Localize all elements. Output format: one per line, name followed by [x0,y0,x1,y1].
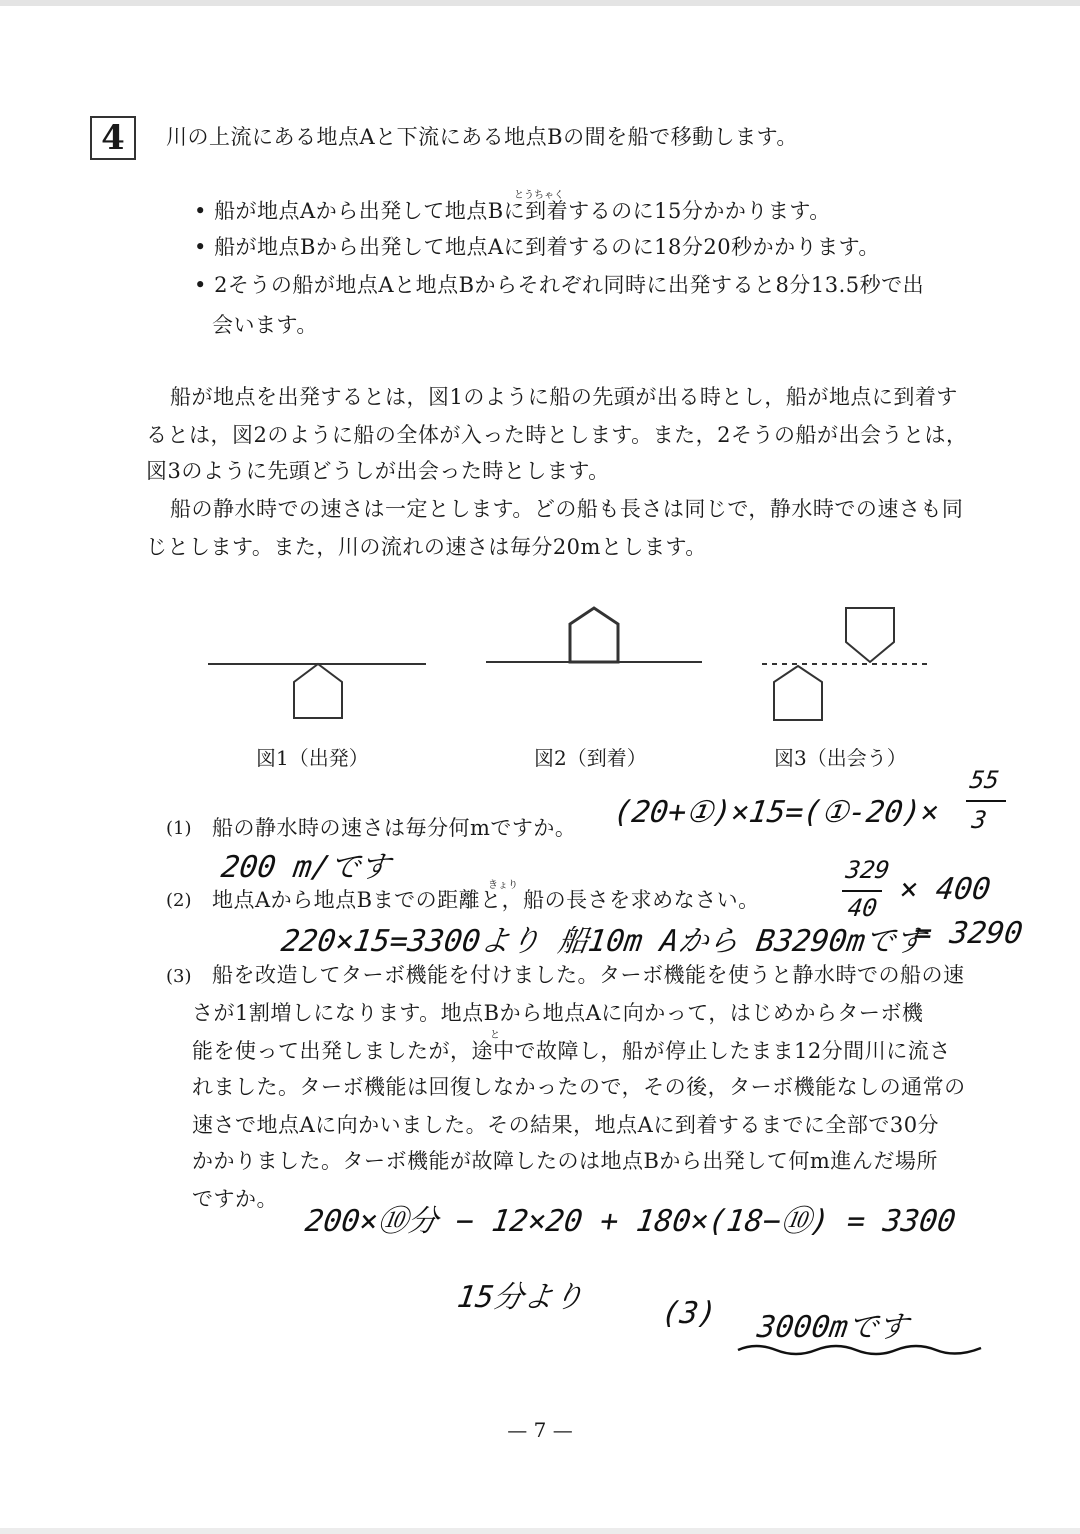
paragraph2-line1: 船の静水時での速さは一定とします。どの船も長さは同じで，静水時での速さも同 [170,497,964,521]
handwritten-fraction2-bar [842,890,882,892]
handwritten-fraction2-den: 40 [846,894,879,922]
q1-text: 船の静水時の速さは毎分何mですか。 [212,816,577,840]
figure2-arrival [486,608,702,662]
ruby-kyori: きょり [488,880,518,891]
handwritten-result-3290: = 3290 [911,916,1025,951]
figure3-caption: 図3（出会う） [774,746,907,770]
paragraph1-line1: 船が地点を出発するとは，図1のように船の先頭が出る時とし，船が地点に到着す [170,385,958,409]
page-bottom-edge [0,1528,1080,1534]
page-number: — 7 — [507,1418,573,1442]
boat-shape [846,608,894,662]
figures-svg [0,590,1080,740]
q3-line4: れました。ターボ機能は回復しなかったので，その後，ターボ機能なしの通常の [192,1075,966,1099]
question-number-box: 4 [90,116,136,160]
handwritten-equation-q3: 200×⑩分 − 12×20 + 180×(18−⑩) = 3300 [303,1204,958,1239]
q3-line1: 船を改造してターボ機能を付けました。ターボ機能を使うと静水時での船の速 [212,963,965,987]
q3-number: (3) [166,966,192,987]
handwritten-multiply-400: × 400 [897,872,993,907]
figure1-caption: 図1（出発） [256,746,369,770]
handwritten-equation-1: (20+①)×15=(①-20)× [611,795,942,830]
handwritten-fraction-den: 3 [970,806,989,834]
bullet-2: • 船が地点Bから出発して地点Aに到着するのに18分20秒かかります。 [194,234,880,260]
boat-shape [570,608,618,662]
handwritten-underline [736,1340,986,1360]
q2-number: (2) [166,890,192,911]
handwritten-fraction-bar [966,800,1006,802]
q3-line6: かかりました。ターボ機能が故障したのは地点Bから出発して何m進んだ場所 [192,1149,938,1173]
q2-text: 地点Aから地点Bまでの距離と，船の長さを求めなさい。 [212,888,760,912]
boat-shape [294,664,342,718]
handwritten-answer-q3: 3000mです [755,1310,911,1345]
q1-number: (1) [166,818,192,839]
figure2-caption: 図2（到着） [534,746,647,770]
handwritten-label-q3: (3) [659,1296,719,1331]
paragraph1-line3: 図3のように先頭どうしが出会った時とします。 [146,459,610,483]
ruby-touchaku: とうちゃく [514,190,564,201]
figure1-departure [208,664,426,718]
bullet-1: • 船が地点Aから出発して地点Bに到着するのに15分かかります。 [194,198,831,224]
handwritten-fraction2-num: 329 [844,856,892,884]
boat-shape [774,666,822,720]
question-intro: 川の上流にある地点Aと下流にある地点Bの間を船で移動します。 [166,125,798,149]
handwritten-note-15min: 15分より [455,1280,587,1315]
q3-line3: 能を使って出発しましたが，途中で故障し，船が停止したまま12分間川に流さ [192,1039,951,1063]
q3-line7: ですか。 [192,1187,278,1211]
q3-line5: 速さで地点Aに向かいました。その結果，地点Aに到着するまでに全部で30分 [192,1113,940,1137]
handwritten-fraction-num: 55 [968,766,1001,794]
paragraph1-line2: るとは，図2のように船の全体が入った時とします。また，2そうの船が出会うとは， [146,423,968,447]
paragraph2-line2: じとします。また，川の流れの速さは毎分20mとします。 [146,535,707,559]
ruby-to: と [490,1030,500,1041]
q3-line2: さが1割増しになります。地点Bから地点Aに向かって，はじめからターボ機 [192,1001,924,1025]
bullet-3-cont: 会います。 [212,313,318,337]
figure3-meeting [762,608,932,720]
page-top-edge [0,0,1080,6]
handwritten-answer-q1: 200 m/です [219,850,393,885]
handwritten-answer-q2: 220×15=3300より 船10m Aから B3290mです [279,924,928,959]
bullet-3: • 2そうの船が地点Aと地点Bからそれぞれ同時に出発すると8分13.5秒で出 [194,272,924,298]
